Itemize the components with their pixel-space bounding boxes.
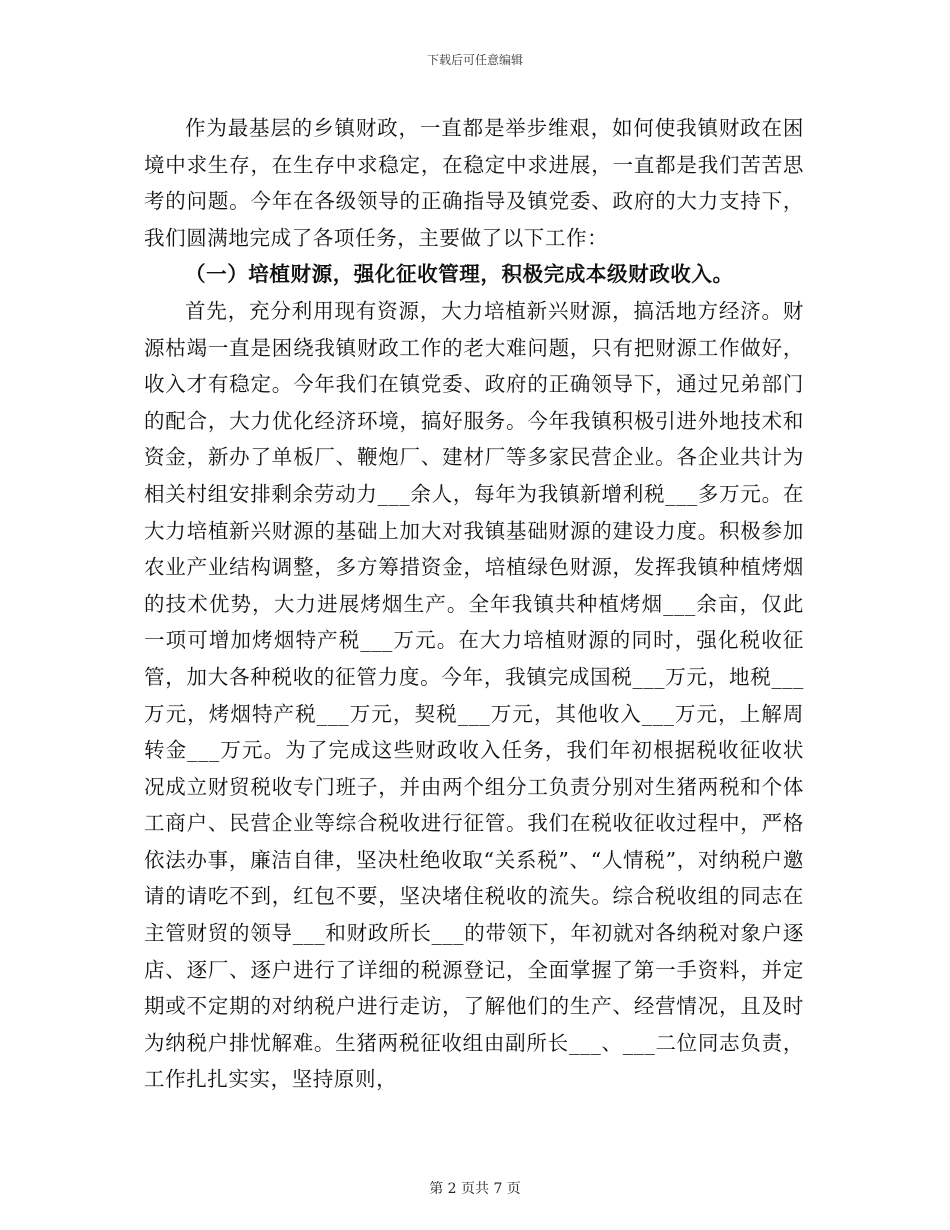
page-header: 下载后可任意编辑 <box>426 53 523 67</box>
page-number: 第 2 页共 7 页 <box>429 1181 521 1197</box>
section-heading: （一）培植财源，强化征收管理，积极完成本级财政收入。 <box>185 262 734 287</box>
intro-paragraph: 作为最基层的乡镇财政，一直都是举步维艰，如何使我镇财政在困境中求生存，在生存中求稳定，在稳定中求进展，一直都是我们苦苦思考的问题。今年在各级领导的正确指导及镇党委、政府的大力支持下，我们圆满地完成了各项任务，主要做了以下工作： <box>144 116 804 250</box>
body-paragraph: 首先，充分利用现有资源，大力培植新兴财源，搞活地方经济。财源枯竭一直是困绕我镇财政工作的老大难问题，只有把财源工作做好，收入才有稳定。今年我们在镇党委、政府的正确领导下，通过兄弟部门的配合，大力优化经济环境，搞好服务。今年我镇积极引进外地技术和资金，新办了单板厂、鞭炮厂、建材厂等多家民营企业。各企业共计为相关村组安排剩余劳动力___余人，每年为我镇新增利税___多万元。在大力培植新兴财源的基础上加大对我镇基础财源的建设力度。积极参加农业产业结构调整，多方筹措资金，培植绿色财源，发挥我镇种植烤烟的技术优势，大力进展烤烟生产。全年我镇共种植烤烟___余亩，仅此一项可增加烤烟特产税___万元。在大力培植财源的同时，强化税收征管，加大各种税收的征管力度。今年，我镇完成国税___万元，地税___万元，烤烟特产税___万元，契税___万元，其他收入___万元，上解周转金___万元。为了完成这些财政收入任务，我们年初根据税收征收状况成立财贸税收专门班子，并由两个组分工负责分别对生猪两税和个体工商户、民营企业等综合税收进行征管。我们在税收征收过程中，严格依法办事，廉洁自律，坚决杜绝收取“关系税”、“人情税”，对纳税户邀请的请吃不到，红包不要，坚决堵住税收的流失。综合税收组的同志在主管财贸的领导___和财政所长___的带领下，年初就对各纳税对象户逐店、逐厂、逐户进行了详细的税源登记，全面掌握了第一手资料，并定期或不定期的对纳税户进行走访，了解他们的生产、经营情况，且及时为纳税户排忧解难。生猪两税征收组由副所长___、___二位同志负责，工作扎扎实实，坚持原则， <box>144 298 804 1092</box>
document-body <box>144 110 804 1098</box>
